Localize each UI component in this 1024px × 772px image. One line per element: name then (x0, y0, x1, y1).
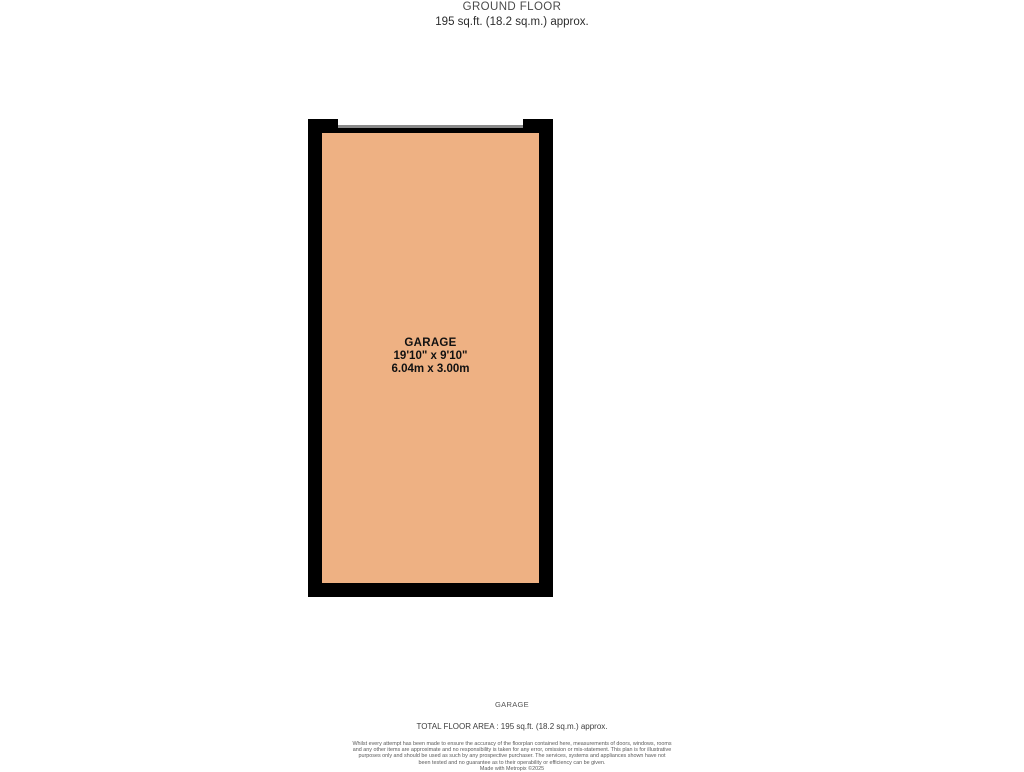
plan-label: GARAGE (495, 700, 529, 709)
floor-title: GROUND FLOOR (462, 1, 562, 13)
floorplan-drawing (308, 119, 553, 597)
total-floor-area: TOTAL FLOOR AREA : 195 sq.ft. (18.2 sq.m.) approx. (416, 722, 608, 731)
floorplan-header (0, 0, 1024, 29)
disclaimer-text: Whilst every attempt has been made to ensure the accuracy of the floorplan contained here, measurements of doors, windows, rooms and any other items are approximate and no responsibility is taken for any error, omission or mis-statement. This plan is for illustrative purposes only and should be used as such by any prospective purchaser. The services, systems and appliances shown have not been tested and no guarantee as to their operability or efficiency can be given. (352, 741, 672, 766)
room-label-group (308, 337, 553, 376)
room-dimensions-metric: 6.04m x 3.00m (391, 363, 470, 375)
made-with-credit: Made with Metropix ©2025 (479, 765, 545, 772)
garage-door-line (338, 125, 523, 128)
room-dimensions-imperial: 19'10" x 9'10" (393, 350, 468, 362)
room-name: GARAGE (404, 337, 457, 349)
floor-area: 195 sq.ft. (18.2 sq.m.) approx. (435, 16, 589, 28)
floorplan-footer (0, 700, 1024, 772)
